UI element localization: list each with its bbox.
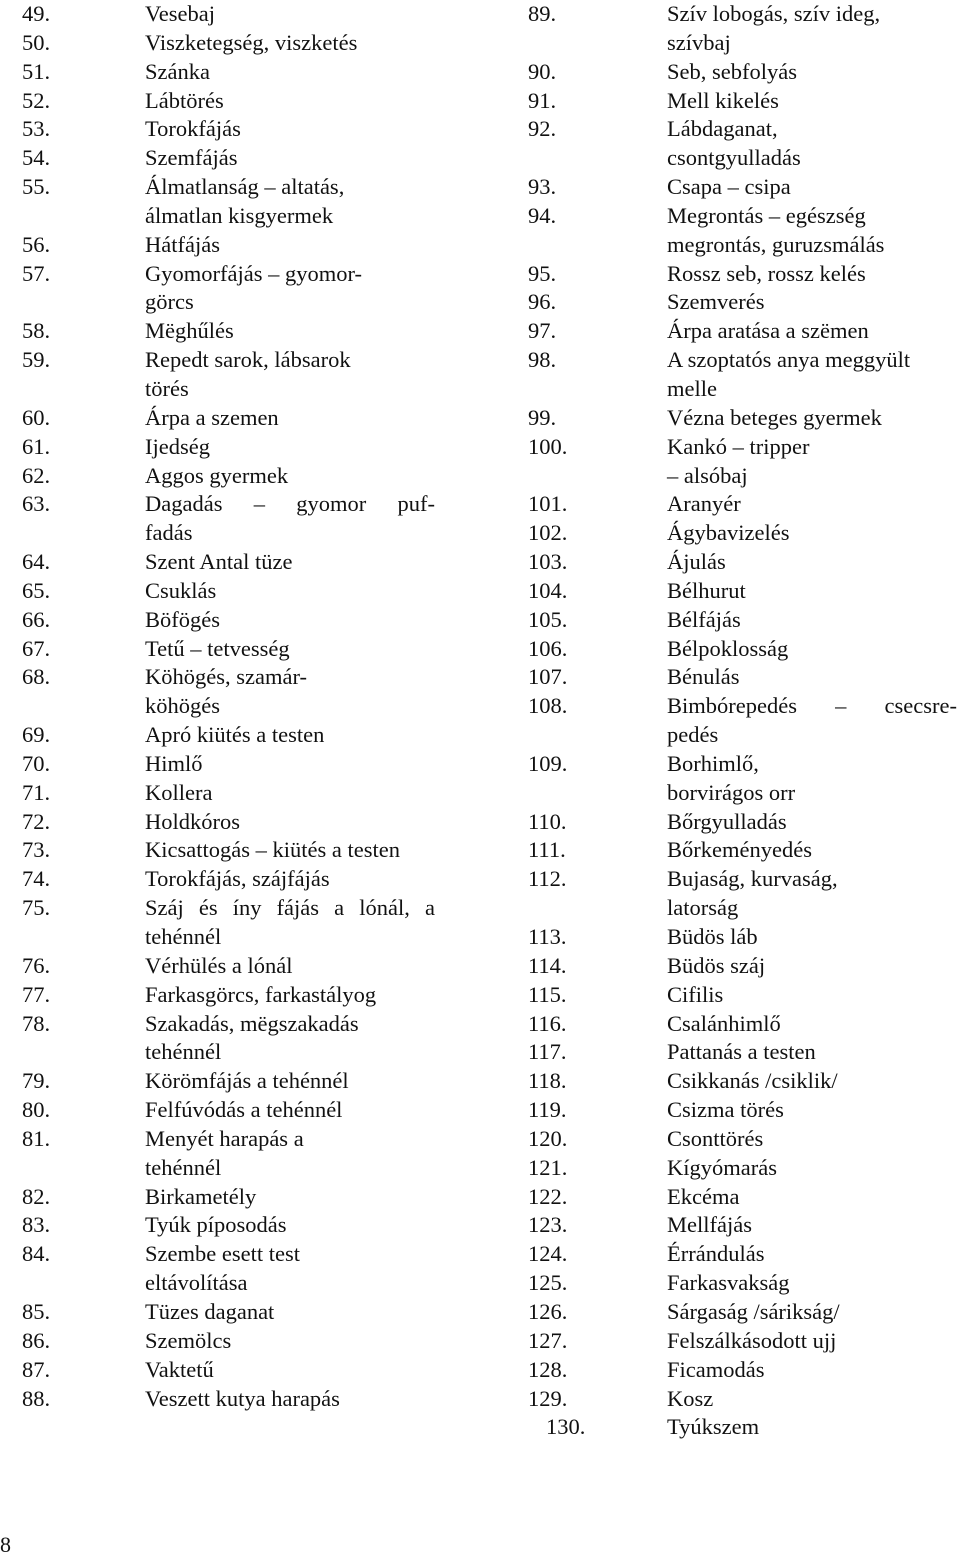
list-item-continuation: [528, 144, 958, 173]
item-text: Menyét harapás a: [145, 1125, 304, 1151]
list-item-continuation: [528, 894, 958, 923]
item-text: Bőrkeményedés: [667, 837, 812, 863]
item-text: Árpa aratása a szëmen: [667, 318, 869, 344]
item-number: 73.: [22, 837, 51, 863]
list-item: [528, 1038, 958, 1067]
list-item: [22, 836, 452, 865]
item-text: Böfögés: [145, 606, 220, 632]
list-item: [528, 1385, 958, 1414]
list-item: [22, 750, 452, 779]
list-item: [528, 1010, 958, 1039]
list-item: [22, 865, 452, 894]
item-text: fadás: [145, 520, 193, 546]
item-text: Ájulás: [667, 549, 726, 575]
item-number: 111.: [528, 837, 566, 863]
item-text: Szemölcs: [145, 1327, 232, 1353]
item-number: 75.: [22, 895, 51, 921]
item-number: 125.: [528, 1270, 568, 1296]
list-item: [528, 548, 958, 577]
item-text: Bénulás: [667, 664, 740, 690]
list-item: [22, 231, 452, 260]
list-item-continuation: [22, 375, 452, 404]
item-number: 72.: [22, 808, 51, 834]
item-number: 76.: [22, 952, 51, 978]
list-item-continuation: [22, 519, 452, 548]
item-text: Gyomorfájás – gyomor-: [145, 260, 363, 286]
item-text: Felszálkásodott ujj: [667, 1327, 837, 1353]
list-item-continuation: [528, 721, 958, 750]
item-number: 63.: [22, 491, 51, 517]
list-item: [528, 606, 958, 635]
list-item-continuation: [528, 779, 958, 808]
list-item: [528, 1240, 958, 1269]
item-number: 120.: [528, 1125, 568, 1151]
item-number: 87.: [22, 1356, 51, 1382]
item-text: Pattanás a testen: [667, 1039, 816, 1065]
item-text: Szakadás, mëgszakadás: [145, 1010, 359, 1036]
item-number: 118.: [528, 1068, 567, 1094]
list-item: [22, 144, 452, 173]
item-text: Kosz: [667, 1385, 714, 1411]
item-text: Borhimlő,: [667, 750, 759, 776]
list-item: [22, 1125, 452, 1154]
list-item-continuation: [22, 288, 452, 317]
item-text: Csonttörés: [667, 1125, 764, 1151]
item-text: pedés: [667, 722, 719, 748]
item-number: 82.: [22, 1183, 51, 1209]
item-text: tehénnél: [145, 1039, 222, 1065]
item-text: Száj és íny fájás a lónál, a: [145, 895, 435, 921]
list-item: [22, 635, 452, 664]
list-item: [22, 317, 452, 346]
list-item: [528, 202, 958, 231]
item-number: 74.: [22, 866, 51, 892]
item-text: Rossz seb, rossz kelés: [667, 260, 866, 286]
list-item: [528, 1356, 958, 1385]
list-item: [22, 462, 452, 491]
item-text: latorság: [667, 895, 739, 921]
list-item: [22, 548, 452, 577]
list-item-continuation: [22, 692, 452, 721]
list-item: [22, 173, 452, 202]
item-text: Megrontás – egészség: [667, 202, 866, 228]
item-number: 107.: [528, 664, 568, 690]
list-item-continuation: [22, 1269, 452, 1298]
item-number: 102.: [528, 520, 568, 546]
item-number: 53.: [22, 116, 51, 142]
item-text: Csuklás: [145, 577, 217, 603]
list-item: [528, 519, 958, 548]
item-number: 112.: [528, 866, 567, 892]
list-item: [22, 346, 452, 375]
item-text: Ficamodás: [667, 1356, 765, 1382]
item-text: Bélhurut: [667, 577, 746, 603]
item-number: 122.: [528, 1183, 568, 1209]
item-number: 71.: [22, 779, 51, 805]
item-number: 110.: [528, 808, 567, 834]
item-text: Himlő: [145, 750, 203, 776]
list-item: [528, 952, 958, 981]
item-number: 86.: [22, 1327, 51, 1353]
item-text: Torokfájás: [145, 116, 241, 142]
list-item: [528, 635, 958, 664]
item-number: 100.: [528, 433, 568, 459]
list-item: [528, 981, 958, 1010]
item-text: Kankó – tripper: [667, 433, 810, 459]
item-text: Szánka: [145, 58, 210, 84]
list-item: [22, 1356, 452, 1385]
item-text: Vesebaj: [145, 1, 215, 26]
item-number: 88.: [22, 1385, 51, 1411]
item-text: Lábdaganat,: [667, 116, 778, 142]
item-text: Csalánhimlő: [667, 1010, 781, 1036]
item-text: Veszett kutya harapás: [145, 1385, 340, 1411]
item-number: 106.: [528, 635, 568, 661]
list-item-continuation: [528, 231, 958, 260]
item-text: Aranyér: [667, 491, 741, 517]
list-item: [22, 29, 452, 58]
list-item: [528, 0, 958, 29]
item-number: 128.: [528, 1356, 568, 1382]
item-number: 96.: [528, 289, 557, 315]
list-item: [528, 404, 958, 433]
item-text: Vaktetű: [145, 1356, 214, 1382]
list-item: [22, 721, 452, 750]
list-item: [528, 288, 958, 317]
item-number: 130.: [546, 1414, 586, 1440]
item-text: álmatlan kisgyermek: [145, 202, 334, 228]
list-item: [22, 1298, 452, 1327]
item-text: A szoptatós anya meggyült: [667, 347, 911, 373]
item-number: 92.: [528, 116, 557, 142]
item-number: 69.: [22, 722, 51, 748]
list-item: [528, 1211, 958, 1240]
item-text: Csizma törés: [667, 1097, 784, 1123]
item-number: 101.: [528, 491, 568, 517]
list-item: [22, 1211, 452, 1240]
item-text: szívbaj: [667, 29, 731, 55]
item-number: 123.: [528, 1212, 568, 1238]
list-item: [22, 952, 452, 981]
list-item: [528, 577, 958, 606]
list-item: [22, 87, 452, 116]
item-text: Tyúkszem: [667, 1414, 760, 1440]
list-item: [22, 606, 452, 635]
item-number: 93.: [528, 174, 557, 200]
item-text: Érrándulás: [667, 1241, 765, 1267]
item-number: 83.: [22, 1212, 51, 1238]
list-item: [22, 981, 452, 1010]
item-number: 114.: [528, 952, 567, 978]
list-item: [22, 663, 452, 692]
item-number: 57.: [22, 260, 51, 286]
item-text: Repedt sarok, lábsarok: [145, 347, 351, 373]
item-text: tehénnél: [145, 924, 222, 949]
item-text: Szent Antal tüze: [145, 549, 293, 575]
list-item: [528, 923, 958, 952]
item-number: 81.: [22, 1125, 51, 1151]
item-number: 56.: [22, 231, 51, 257]
item-text: Köhögés, szamár-: [145, 664, 307, 690]
item-text: Ekcéma: [667, 1183, 740, 1209]
item-number: 124.: [528, 1241, 568, 1267]
item-number: 66.: [22, 606, 51, 632]
list-item: [22, 1067, 452, 1096]
item-number: 95.: [528, 260, 557, 286]
item-number: 126.: [528, 1298, 568, 1324]
list-item: [22, 1183, 452, 1212]
item-number: 103.: [528, 549, 568, 575]
list-item: [528, 1154, 958, 1183]
item-text: Büdös láb: [667, 924, 758, 949]
item-number: 117.: [528, 1039, 567, 1065]
item-text: Tyúk píposodás: [145, 1212, 287, 1238]
item-number: 54.: [22, 145, 51, 171]
list-item: [528, 433, 958, 462]
item-text: Körömfájás a tehénnél: [145, 1068, 349, 1094]
item-text: Torokfájás, szájfájás: [145, 866, 330, 892]
item-text: Bélpoklosság: [667, 635, 789, 661]
item-text: Lábtörés: [145, 87, 224, 113]
list-item: [528, 663, 958, 692]
item-number: 89.: [528, 1, 557, 26]
list-item: [22, 404, 452, 433]
item-text: Dagadás – gyomor puf-: [145, 491, 435, 517]
item-number: 61.: [22, 433, 51, 459]
list-item: [528, 836, 958, 865]
item-text: – alsóbaj: [667, 462, 748, 488]
list-item: [22, 58, 452, 87]
list-item: [528, 173, 958, 202]
list-item: [528, 1269, 958, 1298]
list-item: [22, 1010, 452, 1039]
right-column: [528, 0, 958, 1442]
item-text: Sárgaság /sárikság/: [667, 1298, 840, 1324]
item-number: 80.: [22, 1097, 51, 1123]
list-item: [22, 260, 452, 289]
item-text: Tetű – tetvesség: [145, 635, 290, 661]
item-text: Szív lobogás, szív ideg,: [667, 1, 881, 26]
item-number: 68.: [22, 664, 51, 690]
item-text: Mëghűlés: [145, 318, 234, 344]
item-text: Birkametély: [145, 1183, 257, 1209]
left-column: [22, 0, 452, 1413]
item-text: Csikkanás /csiklik/: [667, 1068, 838, 1094]
item-number: 77.: [22, 981, 51, 1007]
item-number: 70.: [22, 750, 51, 776]
list-item: [528, 115, 958, 144]
list-item-continuation: [528, 29, 958, 58]
item-number: 79.: [22, 1068, 51, 1094]
item-number: 67.: [22, 635, 51, 661]
item-number: 91.: [528, 87, 557, 113]
item-text: Árpa a szemen: [145, 404, 279, 430]
item-text: eltávolítása: [145, 1270, 248, 1296]
item-text: Cifilis: [667, 981, 724, 1007]
item-number: 84.: [22, 1241, 51, 1267]
item-number: 78.: [22, 1010, 51, 1036]
item-number: 97.: [528, 318, 557, 344]
item-text: Farkasgörcs, farkastályog: [145, 981, 377, 1007]
list-item: [22, 779, 452, 808]
list-item: [22, 0, 452, 29]
item-text: Farkasvakság: [667, 1270, 790, 1296]
list-item: [528, 865, 958, 894]
list-item-continuation: [22, 1038, 452, 1067]
item-text: Büdös száj: [667, 952, 766, 978]
list-item: [528, 1327, 958, 1356]
list-item: [528, 1413, 958, 1442]
item-number: 49.: [22, 1, 51, 26]
list-item: [528, 1067, 958, 1096]
item-text: Seb, sebfolyás: [667, 58, 797, 84]
list-item: [528, 750, 958, 779]
list-item: [528, 1298, 958, 1327]
list-item-continuation: [528, 462, 958, 491]
list-item-continuation: [22, 1154, 452, 1183]
item-text: törés: [145, 375, 189, 401]
list-item: [22, 1096, 452, 1125]
list-item-continuation: [22, 202, 452, 231]
item-number: 90.: [528, 58, 557, 84]
item-number: 60.: [22, 404, 51, 430]
item-text: tehénnél: [145, 1154, 222, 1180]
item-text: Csapa – csipa: [667, 174, 791, 200]
item-number: 52.: [22, 87, 51, 113]
list-item: [528, 346, 958, 375]
item-text: Szemfájás: [145, 145, 238, 171]
item-number: 62.: [22, 462, 51, 488]
item-number: 98.: [528, 347, 557, 373]
item-text: Vérhülés a lónál: [145, 952, 293, 978]
item-number: 115.: [528, 981, 567, 1007]
list-item: [528, 808, 958, 837]
list-item-continuation: [528, 375, 958, 404]
item-text: Mellfájás: [667, 1212, 752, 1238]
item-text: Kígyómarás: [667, 1154, 777, 1180]
item-text: Felfúvódás a tehénnél: [145, 1097, 343, 1123]
list-item: [22, 808, 452, 837]
list-item: [528, 490, 958, 519]
item-number: 127.: [528, 1327, 568, 1353]
item-text: Hátfájás: [145, 231, 220, 257]
item-text: Holdkóros: [145, 808, 240, 834]
item-text: Apró kiütés a testen: [145, 722, 325, 748]
item-number: 108.: [528, 693, 568, 719]
list-item: [528, 1096, 958, 1125]
list-item: [528, 260, 958, 289]
item-number: 113.: [528, 924, 567, 949]
list-item: [22, 1385, 452, 1414]
item-text: Szembe esett test: [145, 1241, 300, 1267]
item-text: Viszketegség, viszketés: [145, 29, 358, 55]
item-number: 121.: [528, 1154, 568, 1180]
list-item: [528, 58, 958, 87]
list-item: [528, 317, 958, 346]
item-text: Ijedség: [145, 433, 210, 459]
item-text: Álmatlanság – altatás,: [145, 174, 345, 200]
list-item: [528, 692, 958, 721]
item-text: Szemverés: [667, 289, 765, 315]
item-text: Mell kikelés: [667, 87, 779, 113]
item-number: 105.: [528, 606, 568, 632]
item-text: Kollera: [145, 779, 213, 805]
item-number: 59.: [22, 347, 51, 373]
item-number: 99.: [528, 404, 557, 430]
item-text: Bélfájás: [667, 606, 741, 632]
item-text: Vézna beteges gyermek: [667, 404, 882, 430]
list-item: [22, 1240, 452, 1269]
item-number: 104.: [528, 577, 568, 603]
list-item: [528, 1183, 958, 1212]
item-text: Tüzes daganat: [145, 1298, 275, 1324]
item-text: görcs: [145, 289, 194, 315]
item-text: melle: [667, 375, 717, 401]
list-item: [22, 577, 452, 606]
item-number: 65.: [22, 577, 51, 603]
item-number: 58.: [22, 318, 51, 344]
item-text: Bimbórepedés – csecsre-: [667, 693, 957, 719]
page-number: 8: [0, 1532, 11, 1557]
item-text: Aggos gyermek: [145, 462, 289, 488]
list-item-continuation: [22, 923, 452, 952]
list-item: [22, 433, 452, 462]
item-number: 116.: [528, 1010, 567, 1036]
item-number: 94.: [528, 202, 557, 228]
item-text: Bujaság, kurvaság,: [667, 866, 838, 892]
item-number: 119.: [528, 1097, 567, 1123]
item-text: Kicsattogás – kiütés a testen: [145, 837, 400, 863]
list-item: [22, 115, 452, 144]
item-text: Bőrgyulladás: [667, 808, 787, 834]
item-number: 51.: [22, 58, 51, 84]
item-text: köhögés: [145, 693, 220, 719]
item-text: megrontás, guruzsmálás: [667, 231, 885, 257]
item-number: 129.: [528, 1385, 568, 1411]
item-text: borvirágos orr: [667, 779, 796, 805]
list-item: [528, 87, 958, 116]
list-item: [22, 894, 452, 923]
list-item: [22, 490, 452, 519]
item-number: 85.: [22, 1298, 51, 1324]
list-item: [528, 1125, 958, 1154]
item-text: Ágybavizelés: [667, 520, 790, 546]
list-item: [22, 1327, 452, 1356]
item-number: 50.: [22, 29, 51, 55]
item-text: csontgyulladás: [667, 145, 801, 171]
item-number: 55.: [22, 174, 51, 200]
item-number: 109.: [528, 750, 568, 776]
item-number: 64.: [22, 549, 51, 575]
